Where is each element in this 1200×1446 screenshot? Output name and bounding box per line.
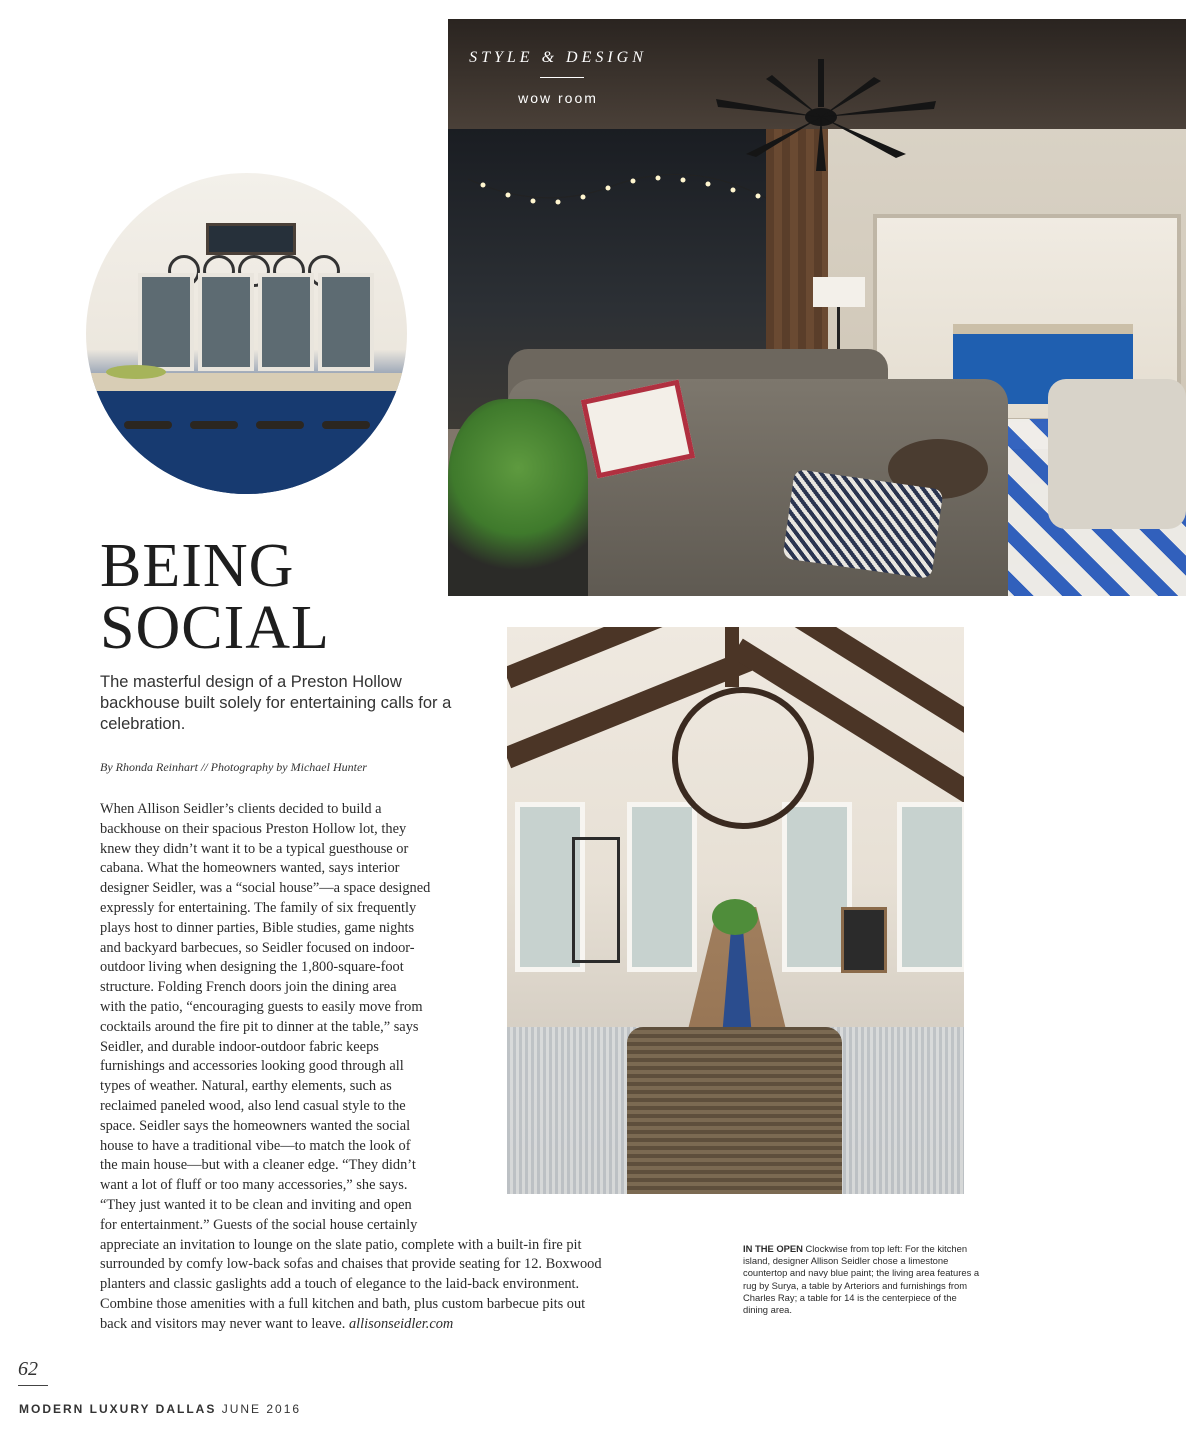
body-line: for entertainment.” Guests of the social house certainly <box>100 1216 418 1233</box>
photo-fruit-bowl <box>106 365 166 379</box>
photo-ridge-beam <box>725 627 739 687</box>
body-line: and backyard barbecues, so Seidler focused on indoor- <box>100 939 415 956</box>
photo-stool <box>322 421 370 429</box>
section-kicker: STYLE & DESIGN <box>469 49 647 66</box>
body-line: cabana. What the homeowners wanted, says interior <box>100 860 400 877</box>
body-line: knew they didn’t want it to be a typical guesthouse or <box>100 840 409 857</box>
body-line: designer Seidler, was a “social house”—a space designed <box>100 880 431 897</box>
article-headline <box>100 532 430 662</box>
body-line: cocktails around the fire pit to dinner at the table,” says <box>100 1018 419 1035</box>
photo-stool <box>124 421 172 429</box>
body-line: structure. Folding French doors join the dining area <box>100 979 397 996</box>
caption-head: IN THE OPEN <box>743 1243 803 1254</box>
page-number-rule <box>18 1385 48 1386</box>
photo-boxwood <box>712 899 758 935</box>
photo-armchair <box>1048 379 1186 529</box>
body-line: furnishings and accessories looking good through all <box>100 1058 404 1075</box>
ceiling-fan-icon <box>706 59 946 179</box>
body-line: backhouse on their spacious Preston Hollow lot, they <box>100 820 407 837</box>
body-line <box>100 1315 675 1335</box>
page-number: 62 <box>18 1358 38 1380</box>
body-line: types of weather. Natural, earthy elements, such as <box>100 1078 392 1095</box>
website-link[interactable]: allisonseidler.com <box>348 1315 454 1332</box>
photo-stool <box>256 421 304 429</box>
kicker-divider <box>540 77 584 78</box>
article-dek: The masterful design of a Preston Hollow backhouse built solely for entertaining calls for a celebration. <box>100 673 452 733</box>
photo-window <box>258 273 314 371</box>
photo-window <box>198 273 254 371</box>
body-line: outdoor living when designing the 1,800-square-foot <box>100 959 404 976</box>
body-line: want a lot of fluff or too many accessories,” she says. <box>100 1177 408 1194</box>
body-line: house to have a traditional vibe—to match the look of <box>100 1137 411 1154</box>
photo-caption <box>743 1243 983 1316</box>
photo-chalkboard <box>841 907 887 973</box>
section-label: wow room <box>518 90 598 106</box>
body-line: the main house—but with a cleaner edge. “They didn’t <box>100 1157 416 1174</box>
photo-window <box>138 273 194 371</box>
body-line: Seidler, and durable indoor-outdoor fabric keeps <box>100 1038 379 1055</box>
caption-text: Clockwise from top left: For the kitchen island, designer Allison Seidler chose a limestone countertop and navy blue paint; the living area features a rug by Surya, a table by Arteriors and furnishings from Charles Ray; a table for 14 is the centerpiece of the dining area. <box>743 1243 980 1316</box>
page-footer <box>19 1402 301 1416</box>
headline-line: SOCIAL <box>100 594 330 662</box>
body-line: planters and classic gaslights add a touch of elegance to the laid-back environment. <box>100 1276 580 1293</box>
body-line: When Allison Seidler’s clients decided to build a <box>100 801 382 817</box>
body-line: with the patio, “encouraging guests to easily move from <box>100 998 423 1015</box>
body-line: expressly for entertaining. The family of six frequently <box>100 899 417 916</box>
photo-navy-island <box>86 391 407 494</box>
article-body <box>100 800 675 1335</box>
kitchen-island-photo <box>86 173 407 494</box>
body-last-line: back and visitors may never want to leave. <box>100 1315 346 1332</box>
issue-date: JUNE 2016 <box>221 1402 302 1416</box>
headline-line: BEING <box>100 532 295 600</box>
photo-planter <box>448 399 588 596</box>
body-line: reclaimed paneled wood, also lend casual style to the <box>100 1097 406 1114</box>
body-line: plays host to dinner parties, Bible studies, game nights <box>100 919 415 936</box>
photo-chandelier <box>672 687 814 829</box>
photo-floor-lamp <box>813 277 865 307</box>
body-line: surrounded by comfy low-back sofas and chaises that provide seating for 12. Boxwood <box>100 1256 602 1273</box>
body-line: space. Seidler says the homeowners wanted the social <box>100 1117 411 1134</box>
photo-stool <box>190 421 238 429</box>
body-line: Combine those amenities with a full kitchen and bath, plus custom barbecue pits out <box>100 1295 586 1312</box>
body-line: “They just wanted it to be clean and inviting and open <box>100 1196 412 1213</box>
photo-tv <box>206 223 296 255</box>
photo-french-door <box>897 802 964 972</box>
article-byline: By Rhonda Reinhart // Photography by Michael Hunter <box>100 760 367 774</box>
publication-name: MODERN LUXURY DALLAS <box>19 1402 217 1416</box>
body-line: appreciate an invitation to lounge on the slate patio, complete with a built-in fire pit <box>100 1236 582 1253</box>
photo-window <box>318 273 374 371</box>
